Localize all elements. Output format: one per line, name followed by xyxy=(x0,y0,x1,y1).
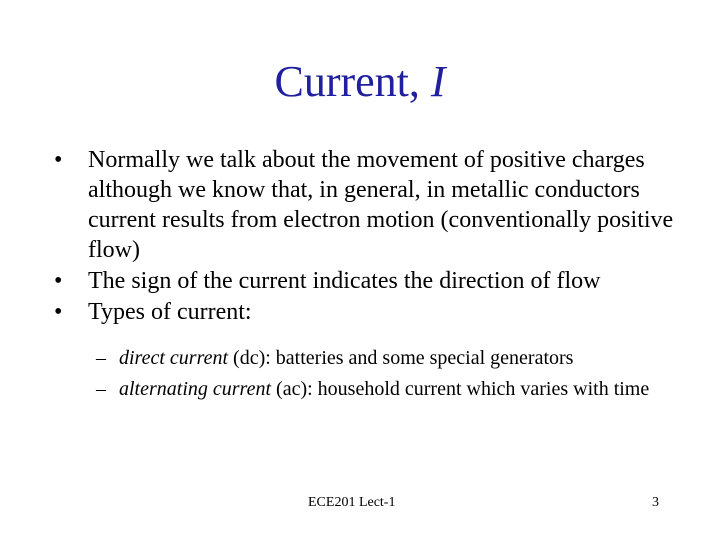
slide-title xyxy=(0,56,720,108)
footer-label: ECE201 Lect-1 xyxy=(308,495,396,510)
bullet-text: The sign of the current indicates the direction of flow xyxy=(88,268,601,294)
page-number: 3 xyxy=(652,495,659,510)
slide-content xyxy=(54,145,674,403)
sub-bullet-marker: – xyxy=(96,347,106,369)
sub-bullet-item xyxy=(54,376,674,403)
sub-bullet-item xyxy=(54,345,674,372)
bullet-marker: • xyxy=(54,299,63,325)
bullet-item xyxy=(54,145,674,265)
title-variable: I xyxy=(430,57,446,106)
sub-bullet-marker: – xyxy=(96,378,106,400)
sub-bullet-text: (ac): household current which varies with time xyxy=(271,378,650,400)
bullet-text: Normally we talk about the movement of positive charges although we know that, in general, in metallic conductors current results from electron motion (conventionally positive flow) xyxy=(88,147,674,263)
bullet-text: Types of current: xyxy=(88,299,252,325)
bullet-item xyxy=(54,297,674,327)
sub-bullet-list xyxy=(54,345,674,403)
bullet-marker: • xyxy=(54,268,63,294)
sub-bullet-term: direct current xyxy=(119,347,229,369)
bullet-item xyxy=(54,266,674,296)
bullet-marker: • xyxy=(54,147,63,173)
sub-bullet-term: alternating current xyxy=(119,378,272,400)
title-text: Current, xyxy=(274,57,431,106)
sub-bullet-text: (dc): batteries and some special generators xyxy=(228,347,574,369)
